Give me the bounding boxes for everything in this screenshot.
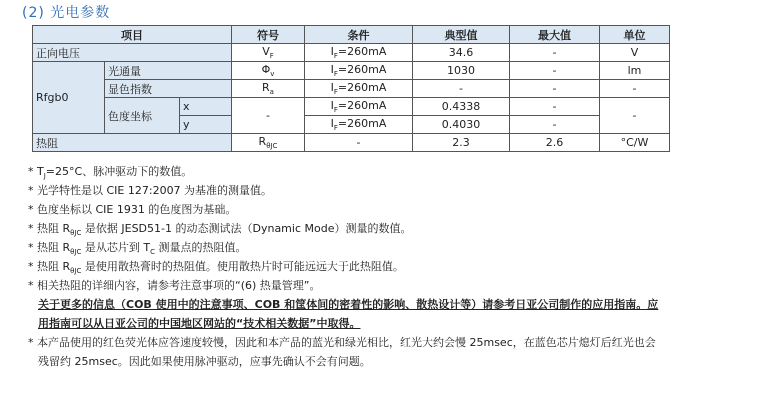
typical-cell: -: [413, 80, 510, 98]
header-item: 项目: [33, 26, 232, 44]
table-row: [33, 80, 670, 98]
note-3: * 色度坐标以 CIE 1931 的色度图为基础。: [28, 203, 237, 216]
typical-cell: 0.4338: [413, 98, 510, 116]
max-cell: -: [510, 44, 600, 62]
condition-cell: $I_F=260mA$: [305, 44, 413, 62]
header-unit: 单位: [600, 26, 670, 44]
table-header-row: [33, 26, 670, 44]
symbol-rth: $R_{\theta JC}$: [232, 134, 305, 152]
section-title: (2) 光电参数: [22, 5, 111, 21]
symbol-vf: $V_F$: [232, 44, 305, 62]
max-cell: -: [510, 80, 600, 98]
condition-cell: $I_F=260mA$: [305, 80, 413, 98]
group-label: Rfgb0: [33, 62, 105, 134]
unit-cell: °C/W: [600, 134, 670, 152]
max-cell: -: [510, 116, 600, 134]
spec-table: [32, 25, 670, 152]
condition-cell: $I_F=260mA$: [305, 116, 413, 134]
max-cell: -: [510, 98, 600, 116]
unit-cell: V: [600, 44, 670, 62]
note-4: * 热阻 $R_{\theta JC}$ 是依据 JESD51-1 的动态测试法（Dynamic Mode）测量的数值。: [28, 222, 412, 238]
row-forward-voltage-item: 正向电压: [33, 44, 232, 62]
unit-cell: -: [600, 80, 670, 98]
condition-cell: $I_F=260mA$: [305, 62, 413, 80]
row-chroma-item: 色度坐标: [105, 98, 180, 134]
unit-cell: -: [600, 98, 670, 134]
condition-cell: -: [305, 134, 413, 152]
max-cell: 2.6: [510, 134, 600, 152]
note-8b: 残留约 25msec。因此如果使用脉冲驱动，应事先确认不会有问题。: [38, 355, 371, 368]
note-7: * 相关热阻的详细内容，请参考注意事项的“(6) 热量管理”。: [28, 279, 321, 292]
application-guide-note-2: 用指南可以从日亚公司的中国地区网站的“技术相关数据”中取得。: [38, 317, 361, 330]
row-cri-item: 显色指数: [105, 80, 232, 98]
note-8a: * 本产品使用的红色荧光体应答速度较慢，因此和本产品的蓝光和绿光相比，红光大约会慢 25msec，在蓝色芯片熄灯后红光也会: [28, 336, 656, 349]
header-max: 最大值: [510, 26, 600, 44]
note-5: * 热阻 $R_{\theta JC}$ 是从芯片到 $T_C$ 测量点的热阻值。: [28, 241, 247, 257]
row-flux-item: 光通量: [105, 62, 232, 80]
axis-x: x: [180, 98, 232, 116]
typical-cell: 34.6: [413, 44, 510, 62]
condition-cell: $I_F=260mA$: [305, 98, 413, 116]
header-typical: 典型值: [413, 26, 510, 44]
table-row: [33, 62, 670, 80]
unit-cell: lm: [600, 62, 670, 80]
table-row: [33, 98, 670, 116]
header-symbol: 符号: [232, 26, 305, 44]
typical-cell: 1030: [413, 62, 510, 80]
table-row: [33, 134, 670, 152]
typical-cell: 0.4030: [413, 116, 510, 134]
symbol-chroma: -: [232, 98, 305, 134]
row-thermal-item: 热阻: [33, 134, 232, 152]
typical-cell: 2.3: [413, 134, 510, 152]
axis-y: y: [180, 116, 232, 134]
note-6: * 热阻 $R_{\theta JC}$ 是使用散热膏时的热阻值。使用散热片时可能远远大于此热阻值。: [28, 260, 404, 276]
note-1: * $T_J=25^\circ C$、脉冲驱动下的数值。: [28, 165, 193, 181]
max-cell: -: [510, 62, 600, 80]
application-guide-note-1: 关于更多的信息（COB 使用中的注意事项、COB 和筐体间的密着性的影响、散热设计等）请参考日亚公司制作的应用指南。应: [38, 298, 659, 311]
notes-block: [28, 162, 763, 371]
table-row: [33, 44, 670, 62]
note-2: * 光学特性是以 CIE 127:2007 为基准的测量值。: [28, 184, 273, 197]
symbol-phi: $\Phi_v$: [232, 62, 305, 80]
header-condition: 条件: [305, 26, 413, 44]
symbol-ra: $R_a$: [232, 80, 305, 98]
